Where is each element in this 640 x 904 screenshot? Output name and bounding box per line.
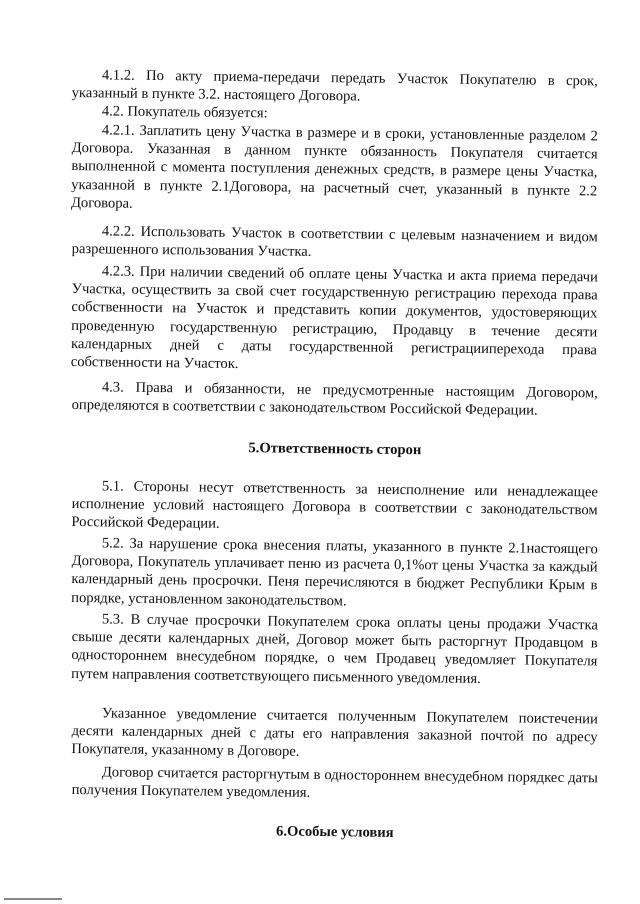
paragraph-4-2-2: 4.2.2. Использовать Участок в соответствии с целевым назначением и видом разрешенного использования Участка. [71,223,598,261]
paragraph-notice: Указанное уведомление считается полученным Покупателем поистечении десяти календарных дней с даты его направления заказной почтой по адресу Покупателя, указанному в Договоре. [71,705,598,761]
scan-edge-line [4,898,62,900]
paragraph-5-1: 5.1. Стороны несут ответственность за неисполнение или ненадлежащее исполнение условий настоящего Договора в соответствии с законодательством Российской Федерации. [71,478,598,533]
paragraph-5-2: 5.2. За нарушение срока внесения платы, указанного в пункте 2.1настоящего Договора, Покупатель уплачивает пеню из расчета 0,1%от цены Участка за каждый календарный день просрочки. Пеня перечисляются в бюджет Республики Крым в порядке, установленном законодательством. [71,535,598,609]
paragraph-4-3: 4.3. Права и обязанности, не предусмотренные настоящим Договором, определяются в соответствии с законодательством Российской Федерации. [71,379,598,419]
section-6-heading: 6.Особые условия [276,823,394,841]
paragraph-4-2-1: 4.2.1. Заплатить цену Участка в размере и в сроки, установленные разделом 2 Договора. Указанная в данном пункте обязанность Покупателя считается выполненной с момента поступления денежных средств, в размере цены Участка, указанной в пункте 2.1Договора, на расчетный счет, указанный в пункте 2.2 Договора. [70,122,598,212]
paragraph-4-2-3: 4.2.3. При наличии сведений об оплате цены Участка и акта приема передачи Участка, осуществить за свой счет государственную регистрацию перехода права собственности на Участок и представить копии документов, удостоверяющих проведенную государственную регистрацию, Продавцу в течение десяти календарных дней с даты государственной регистрацииперехода права собственности на Участок. [70,263,598,373]
paragraph-termination: Договор считается расторгнутым в одностороннем внесудебном порядкес даты получения Покупателем уведомления. [71,764,598,802]
paragraph-5-3: 5.3. В случае просрочки Покупателем срока оплаты цены продажи Участка свыше десяти календарных дней, Договор может быть расторгнут Продавцом в одностороннем внесудебном порядке, о чем Продавец уведомляет Покупателя путем направления соответствующего письменного уведомления. [71,611,598,687]
paragraph-4-1-2: 4.1.2. По акту приема-передачи передать Участок Покупателю в срок, указанный в пункте 3.2. настоящего Договора. [71,67,598,105]
paragraph-4-2: 4.2. Покупатель обязуется: [101,103,268,122]
section-5-heading: 5.Ответственность сторон [248,440,422,459]
